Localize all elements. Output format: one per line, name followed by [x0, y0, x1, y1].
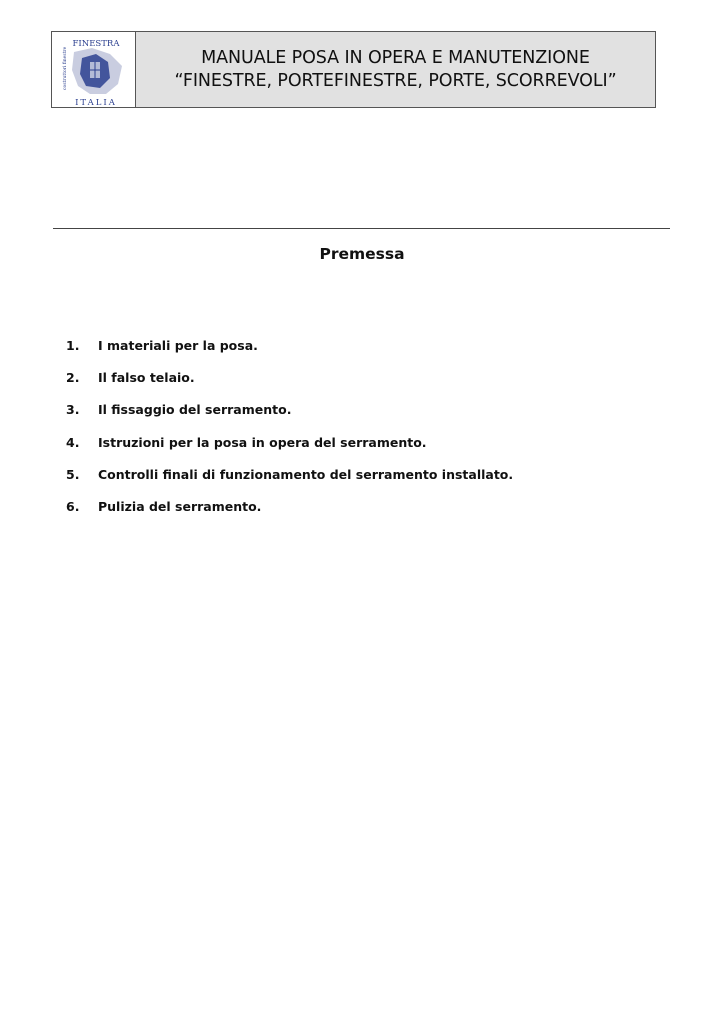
toc-item-number: 3. — [66, 402, 80, 418]
document-title-line1: MANUALE POSA IN OPERA E MANUTENZIONE — [201, 47, 590, 68]
toc-item-text: I materiali per la posa. — [98, 338, 258, 353]
section-divider — [53, 228, 670, 229]
section-title: Premessa — [319, 245, 405, 263]
toc-item — [66, 499, 513, 531]
document-header — [51, 31, 656, 108]
finestra-italia-logo — [52, 32, 136, 107]
toc-item — [66, 402, 513, 434]
toc-item-text: Istruzioni per la posa in opera del serramento. — [98, 434, 427, 450]
toc-item — [66, 338, 513, 370]
logo-side-text: costruttori finestre — [63, 46, 68, 90]
toc-item-text: Il fissaggio del serramento. — [98, 402, 292, 418]
logo-top-text: FINESTRA — [72, 39, 120, 49]
title-cell — [136, 32, 655, 107]
toc-item — [66, 370, 513, 402]
toc-item-text: Il falso telaio. — [98, 370, 195, 386]
toc-item-number: 6. — [66, 498, 80, 514]
toc-item-text: Pulizia del serramento. — [98, 498, 262, 514]
table-of-contents — [66, 338, 513, 531]
toc-item-number: 5. — [66, 466, 80, 482]
toc-item-number: 2. — [66, 370, 80, 386]
document-title-line2: “FINESTRE, PORTEFINESTRE, PORTE, SCORREVOLI” — [174, 70, 617, 91]
toc-item-number: 4. — [66, 434, 80, 450]
toc-item — [66, 435, 513, 467]
logo — [52, 32, 136, 107]
toc-item-number: 1. — [66, 338, 80, 353]
logo-bottom-text: ITALIA — [75, 98, 117, 108]
toc-item-text: Controlli finali di funzionamento del serramento installato. — [98, 466, 514, 482]
toc-item — [66, 467, 513, 499]
